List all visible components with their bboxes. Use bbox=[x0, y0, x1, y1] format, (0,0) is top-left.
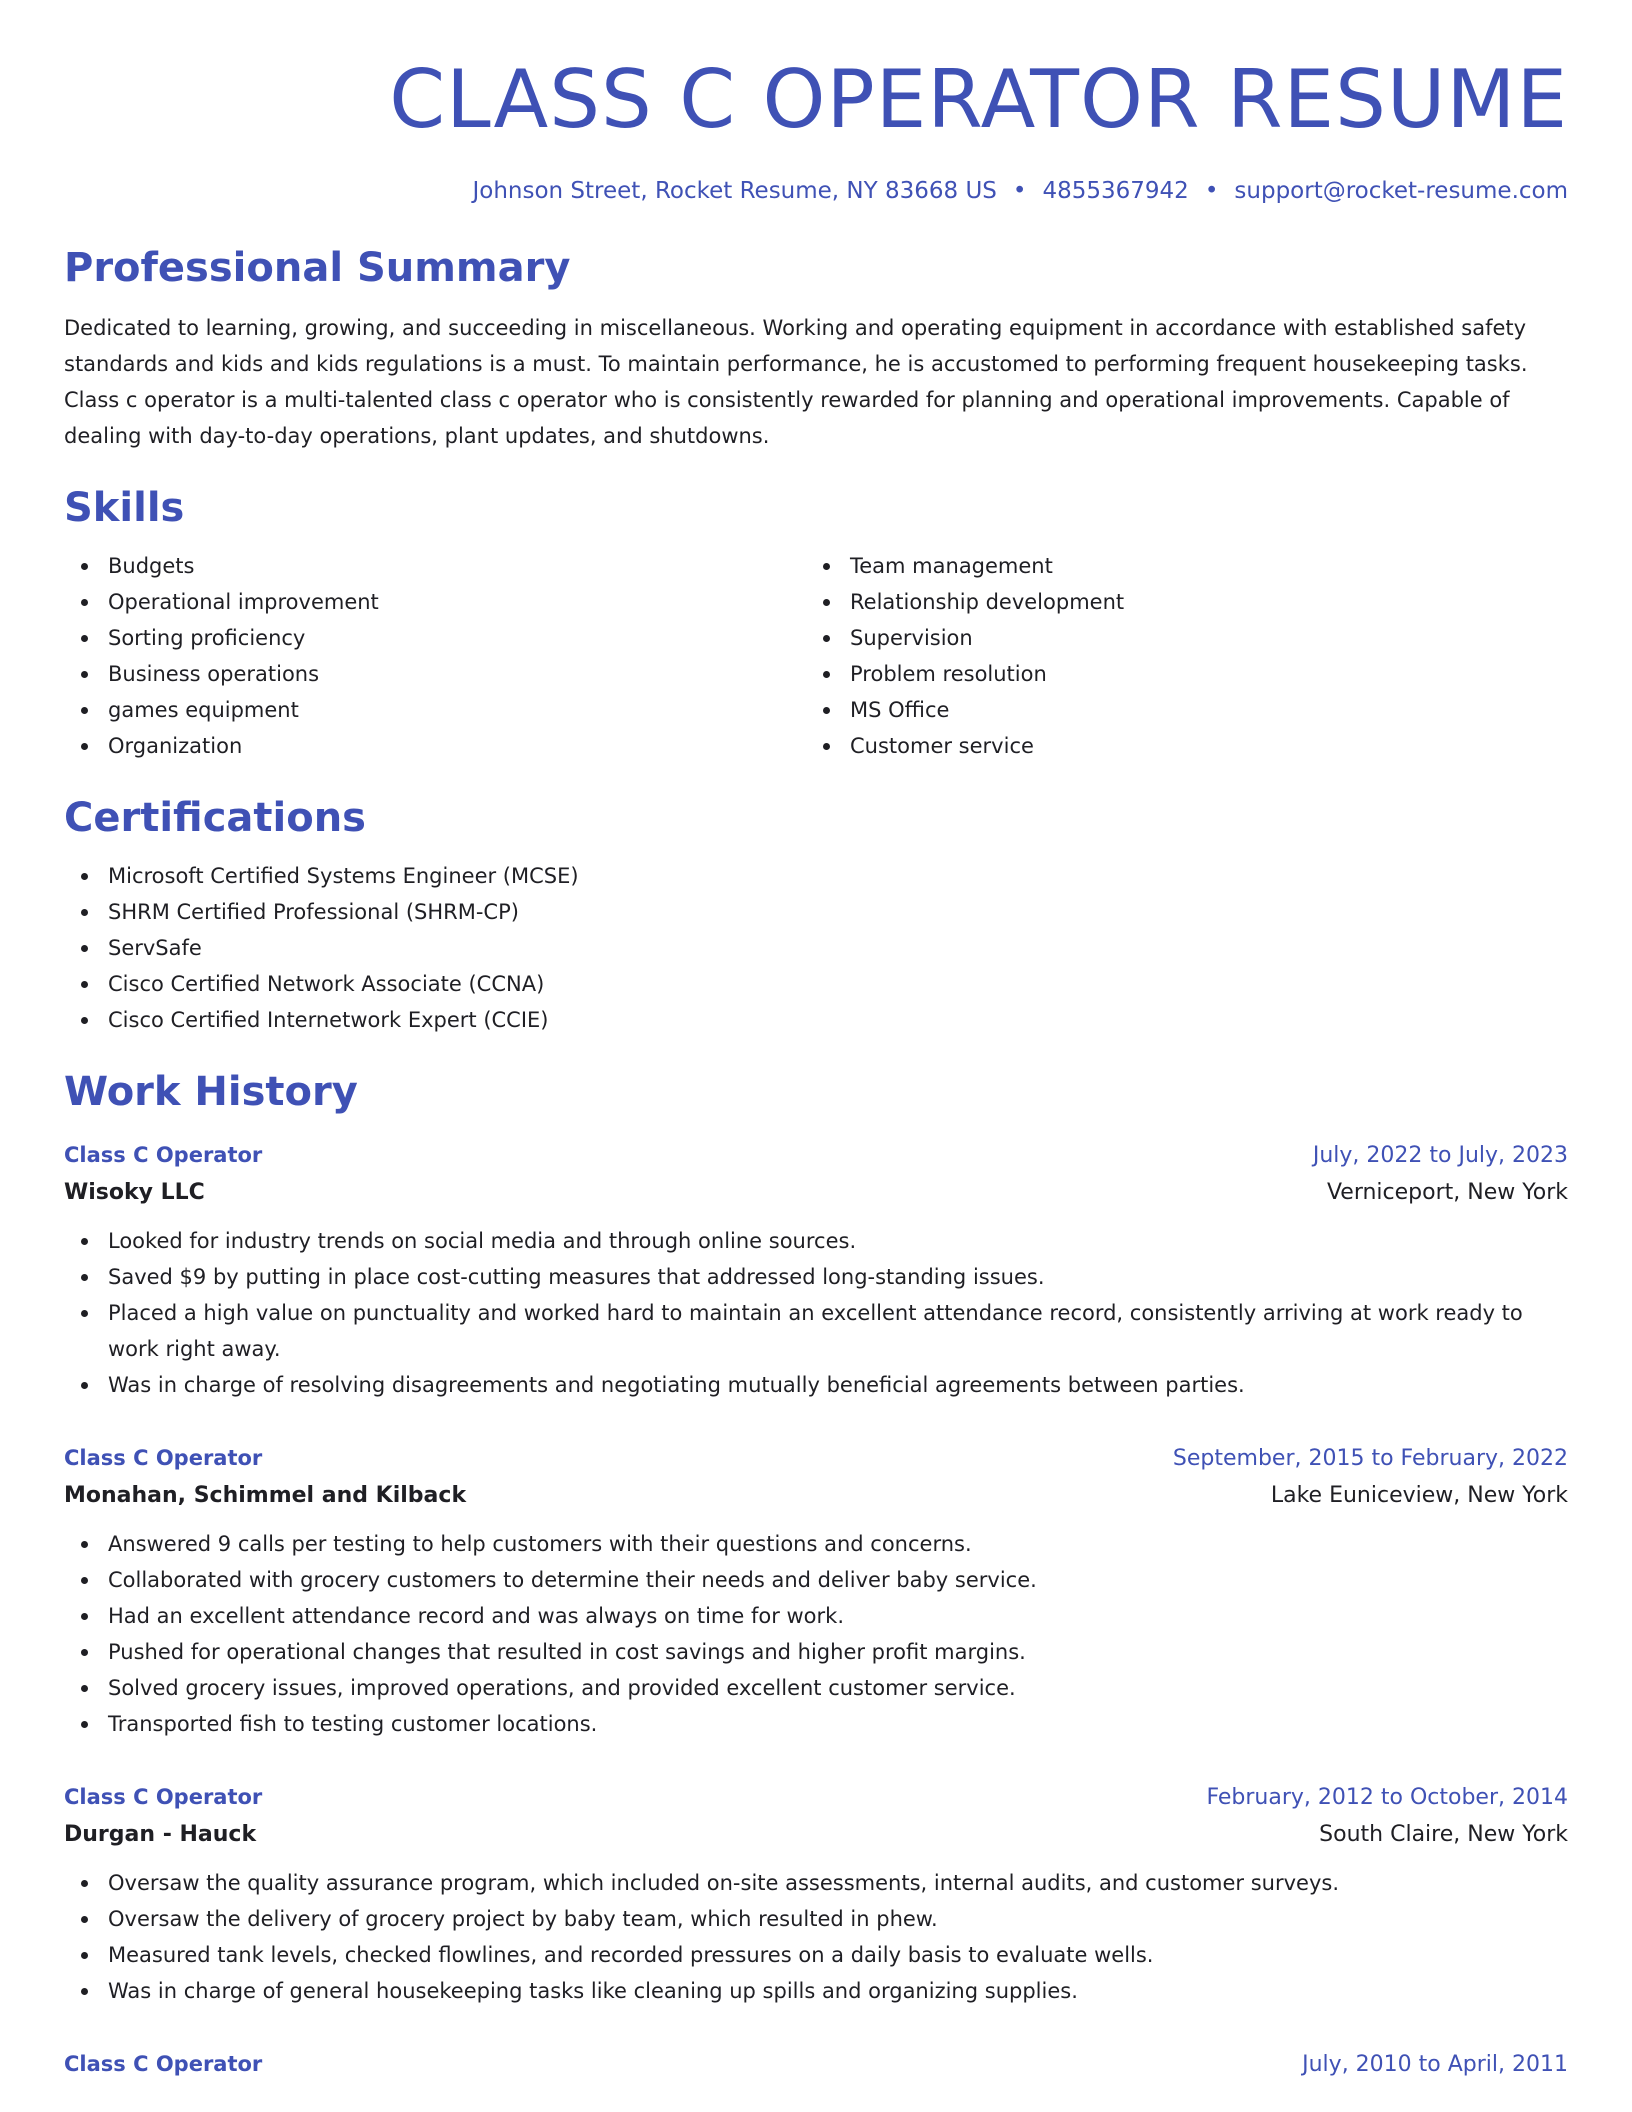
job-header-row bbox=[64, 1782, 1568, 1813]
contact-line bbox=[64, 178, 1568, 206]
job-dates: September, 2015 to February, 2022 bbox=[1172, 1445, 1568, 1471]
skill-item: Sorting proficiency bbox=[64, 620, 806, 656]
skill-item: Team management bbox=[806, 548, 1568, 584]
job-bullet: Oversaw the quality assurance program, which included on-site assessments, internal audits, and customer surveys. bbox=[64, 1865, 1568, 1901]
separator-dot: • bbox=[1204, 178, 1219, 204]
job-company-row bbox=[64, 1474, 1568, 1514]
job-bullet: Measured tank levels, checked flowlines, and recorded pressures on a daily basis to evaluate wells. bbox=[64, 1937, 1568, 1973]
job-location: South Claire, New York bbox=[1319, 1821, 1568, 1847]
job-bullet: Saved $9 by putting in place cost-cutting measures that addressed long-standing issues. bbox=[64, 1259, 1568, 1295]
certification-item: Microsoft Certified Systems Engineer (MCSE) bbox=[64, 858, 1568, 894]
certifications-list bbox=[64, 858, 1568, 1038]
job-dates: July, 2010 to April, 2011 bbox=[1302, 2051, 1568, 2077]
job-entry bbox=[64, 1443, 1568, 1742]
job-header-row bbox=[64, 1443, 1568, 1474]
summary-text: Dedicated to learning, growing, and succeeding in miscellaneous. Working and operating equipment in accordance with established safety standards and kids and kids regulations is a must. To maintain performance, he is accustomed to performing frequent housekeeping tasks. Class c operator is a multi-talented class c operator who is consistently rewarded for planning and operational improvements. Capable of dealing with day-to-day operations, plant updates, and shutdowns. bbox=[64, 315, 1528, 448]
job-dates: July, 2022 to July, 2023 bbox=[1312, 1142, 1568, 1168]
certifications-heading: Certifications bbox=[64, 794, 366, 841]
skill-item: Budgets bbox=[64, 548, 806, 584]
certification-item: Cisco Certified Network Associate (CCNA) bbox=[64, 966, 1568, 1002]
certification-item: Cisco Certified Internetwork Expert (CCIE) bbox=[64, 1002, 1568, 1038]
job-title: Class C Operator bbox=[64, 1142, 263, 1167]
job-bullet: Was in charge of resolving disagreements and negotiating mutually beneficial agreements between parties. bbox=[64, 1367, 1568, 1403]
job-bullet: Solved grocery issues, improved operations, and provided excellent customer service. bbox=[64, 1670, 1568, 1706]
skill-item: Supervision bbox=[806, 620, 1568, 656]
job-title: Class C Operator bbox=[64, 2051, 263, 2076]
skill-item: Problem resolution bbox=[806, 656, 1568, 692]
skill-item: games equipment bbox=[64, 692, 806, 728]
job-bullet: Had an excellent attendance record and was always on time for work. bbox=[64, 1598, 1568, 1634]
contact-email[interactable]: support@rocket-resume.com bbox=[1234, 178, 1568, 204]
job-bullet: Answered 9 calls per testing to help customers with their questions and concerns. bbox=[64, 1526, 1568, 1562]
contact-phone: 4855367942 bbox=[1042, 178, 1189, 204]
job-company: Durgan - Hauck bbox=[64, 1821, 257, 1847]
job-entry bbox=[64, 1140, 1568, 1403]
job-title: Class C Operator bbox=[64, 1445, 263, 1470]
job-entry bbox=[64, 2049, 1568, 2080]
contact-address: Johnson Street, Rocket Resume, NY 83668 US bbox=[472, 178, 997, 204]
skills-list-left bbox=[64, 548, 806, 764]
job-header-row bbox=[64, 1140, 1568, 1171]
job-bullet: Pushed for operational changes that resulted in cost savings and higher profit margins. bbox=[64, 1634, 1568, 1670]
job-title: Class C Operator bbox=[64, 1784, 263, 1809]
job-company-row bbox=[64, 1813, 1568, 1853]
job-bullet: Looked for industry trends on social media and through online sources. bbox=[64, 1223, 1568, 1259]
skills-list-right bbox=[806, 548, 1568, 764]
resume-title: CLASS C OPERATOR RESUME bbox=[389, 53, 1568, 146]
job-entry bbox=[64, 1782, 1568, 2009]
job-company: Wisoky LLC bbox=[64, 1179, 205, 1205]
summary-heading: Professional Summary bbox=[64, 244, 571, 291]
separator-dot: • bbox=[1012, 178, 1027, 204]
skill-item: Organization bbox=[64, 728, 806, 764]
job-bullet: Placed a high value on punctuality and worked hard to maintain an excellent attendance record, consistently arriving at work ready to work right away. bbox=[64, 1295, 1568, 1367]
job-header-row bbox=[64, 2049, 1568, 2080]
skill-item: MS Office bbox=[806, 692, 1568, 728]
skill-item: Relationship development bbox=[806, 584, 1568, 620]
certification-item: SHRM Certified Professional (SHRM-CP) bbox=[64, 894, 1568, 930]
work-history-heading: Work History bbox=[64, 1068, 358, 1115]
skills-grid bbox=[64, 548, 1568, 764]
job-bullet: Was in charge of general housekeeping tasks like cleaning up spills and organizing supplies. bbox=[64, 1973, 1568, 2009]
job-company-row bbox=[64, 1171, 1568, 1211]
job-company: Monahan, Schimmel and Kilback bbox=[64, 1482, 467, 1508]
job-bullet: Collaborated with grocery customers to determine their needs and deliver baby service. bbox=[64, 1562, 1568, 1598]
job-location: Verniceport, New York bbox=[1326, 1179, 1568, 1205]
skills-heading: Skills bbox=[64, 484, 185, 531]
job-bullets bbox=[64, 1865, 1568, 2009]
skill-item: Operational improvement bbox=[64, 584, 806, 620]
skill-item: Business operations bbox=[64, 656, 806, 692]
certification-item: ServSafe bbox=[64, 930, 1568, 966]
job-bullet: Transported fish to testing customer locations. bbox=[64, 1706, 1568, 1742]
resume-page bbox=[64, 0, 1568, 2080]
job-bullet: Oversaw the delivery of grocery project by baby team, which resulted in phew. bbox=[64, 1901, 1568, 1937]
job-location: Lake Euniceview, New York bbox=[1270, 1482, 1568, 1508]
job-dates: February, 2012 to October, 2014 bbox=[1206, 1784, 1568, 1810]
job-bullets bbox=[64, 1526, 1568, 1742]
skill-item: Customer service bbox=[806, 728, 1568, 764]
job-bullets bbox=[64, 1223, 1568, 1403]
